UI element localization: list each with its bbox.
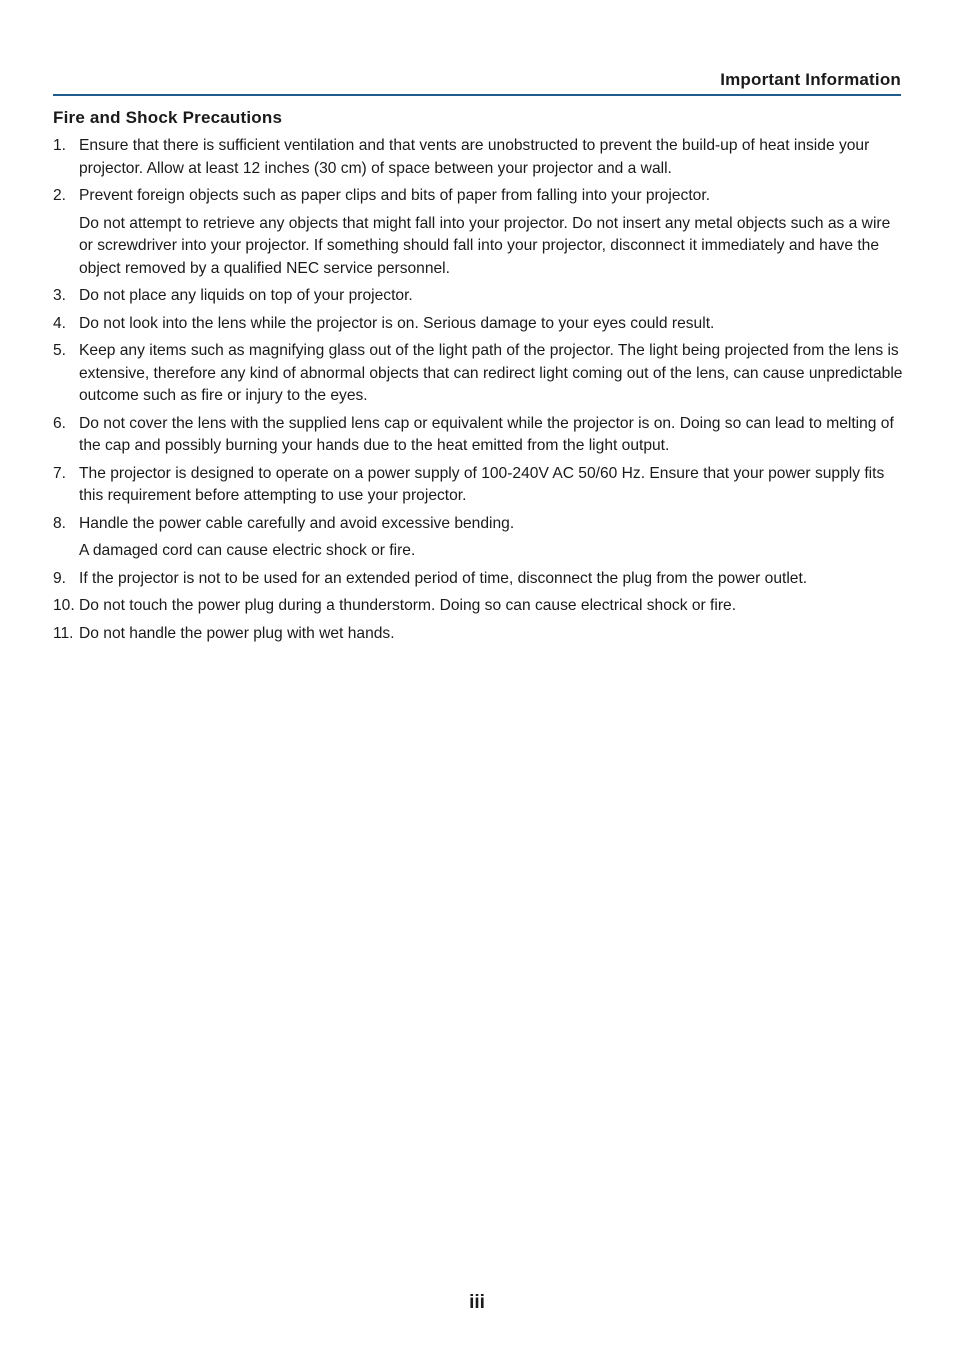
list-item	[53, 513, 903, 563]
list-item-text: Do not place any liquids on top of your projector.	[79, 287, 413, 304]
list-item-number: 10.	[53, 597, 75, 614]
list-item-text: Do not look into the lens while the projector is on. Serious damage to your eyes could result.	[79, 314, 715, 332]
list-item-text: If the projector is not to be used for an extended period of time, disconnect the plug from the power outlet.	[79, 569, 808, 587]
list-item-number: 5.	[53, 342, 67, 359]
list-item-number: 8.	[53, 514, 67, 532]
list-item-number: 4.	[53, 314, 67, 332]
list-item-number: 1.	[53, 137, 67, 154]
page-header	[53, 70, 901, 96]
list-item	[53, 595, 903, 618]
list-item	[53, 135, 903, 180]
list-item-text: Ensure that there is sufficient ventilation and that vents are unobstructed to prevent the build-up of heat inside your projector. Allow at least 12 inches (30 cm) of space between your projector and a wall.	[79, 137, 870, 177]
section-title: Fire and Shock Precautions	[53, 108, 283, 127]
list-item-number: 2.	[53, 187, 67, 204]
list-item	[53, 313, 903, 336]
header-title: Important Information	[720, 70, 901, 89]
list-item-text: The projector is designed to operate on a power supply of 100-240V AC 50/60 Hz. Ensure that your power supply fits this requirement before attempting to use your projector.	[79, 464, 885, 504]
list-item	[53, 568, 903, 591]
list-item-text: Do not touch the power plug during a thunderstorm. Doing so can cause electrical shock or fire.	[79, 597, 737, 614]
list-item-number: 9.	[53, 569, 67, 587]
list-item	[53, 340, 903, 408]
list-item	[53, 413, 903, 458]
list-item	[53, 185, 903, 280]
list-item-text: A damaged cord can cause electric shock or fire.	[79, 542, 416, 559]
list-item-number: 11.	[53, 624, 74, 642]
precautions-list	[53, 135, 903, 650]
list-item	[53, 285, 903, 308]
list-item	[53, 463, 903, 508]
list-item-text: Do not attempt to retrieve any objects that might fall into your projector. Do not insert any metal objects such as a wire or screwdriver into your projector. If something should fall into your projector, disconnect it immediately and have the object removed by a qualified NEC service personnel.	[79, 214, 891, 277]
list-item-text: Do not cover the lens with the supplied lens cap or equivalent while the projector is on. Doing so can lead to melting of the cap and possibly burning your hands due to the heat emitted from the light output.	[79, 414, 894, 454]
list-item-text: Do not handle the power plug with wet hands.	[79, 624, 395, 642]
list-item-number: 3.	[53, 287, 67, 304]
page-number: iii	[469, 1292, 485, 1313]
list-item	[53, 623, 903, 646]
list-item-text: Keep any items such as magnifying glass out of the light path of the projector. The light being projected from the lens is extensive, therefore any kind of abnormal objects that can redirect light coming out of the lens, can cause unpredictable outcome such as fire or injury to the eyes.	[79, 342, 903, 404]
list-item-text: Handle the power cable carefully and avoid excessive bending.	[79, 514, 515, 532]
list-item-text: Prevent foreign objects such as paper clips and bits of paper from falling into your projector.	[79, 187, 711, 204]
list-item-number: 6.	[53, 414, 67, 432]
list-item-number: 7.	[53, 464, 67, 482]
